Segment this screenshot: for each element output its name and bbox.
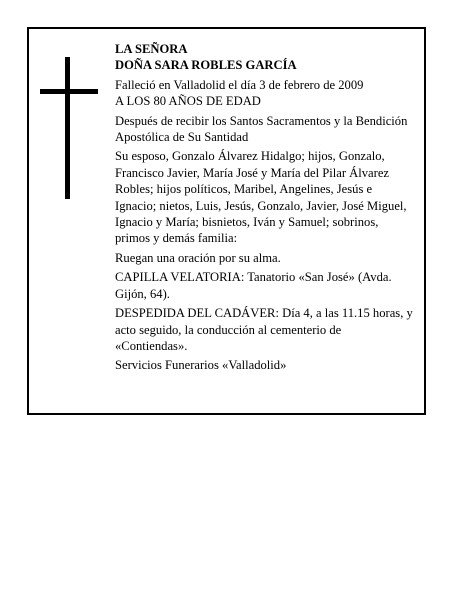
family-paragraph: Su esposo, Gonzalo Álvarez Hidalgo; hijos, Gonzalo, Francisco Javier, María José y María del Pilar Álvarez Robles; hijos políticos, Maribel, Angelines, Jesús e Ignacio; nietos, Luis, Jesús, Gonzalo, Javier, José Miguel, Ignacio y María; bisnietos, Iván y Samuel; sobrinos, primos y demás familia: [115,149,407,246]
funeral-services-line: Servicios Funerarios «Valladolid» [115,358,287,373]
age-statement: A LOS 80 AÑOS DE EDAD [115,94,261,109]
notice-text [115,41,415,377]
chapel-paragraph: CAPILLA VELATORIA: Tanatorio «San José» (Avda. Gijón, 64). [115,270,392,301]
obituary-notice [27,27,426,415]
cross-icon [40,57,98,204]
farewell-paragraph: DESPEDIDA DEL CADÁVER: Día 4, a las 11.15 horas, y acto seguido, la conducción al cementerio de «Contiendas». [115,306,413,353]
notice-title: LA SEÑORA [115,42,188,56]
deceased-name: DOÑA SARA ROBLES GARCÍA [115,58,297,73]
prayer-line: Ruegan una oración por su alma. [115,250,281,265]
sacraments-paragraph: Después de recibir los Santos Sacramentos y la Bendición Apostólica de Su Santidad [115,113,408,145]
death-statement: Falleció en Valladolid el día 3 de febrero de 2009 [115,77,364,92]
